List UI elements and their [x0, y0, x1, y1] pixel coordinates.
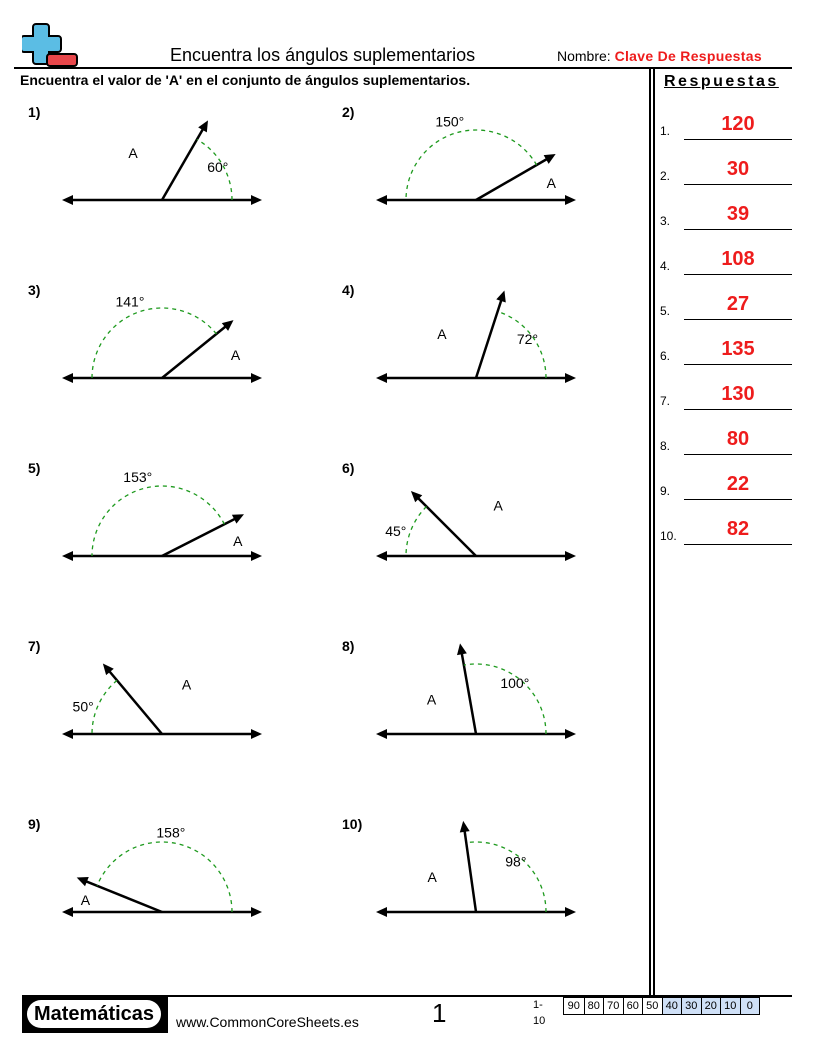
problem-number: 5) [28, 460, 41, 476]
ray [82, 880, 162, 912]
arrowhead-icon [376, 373, 387, 383]
problem-2 [342, 104, 642, 234]
answer-row [660, 505, 792, 545]
answer-number: 1. [660, 124, 671, 138]
answer-row [660, 460, 792, 500]
answer-line [684, 184, 792, 185]
answer-row [660, 145, 792, 185]
answer-number: 9. [660, 484, 671, 498]
problem-1 [28, 104, 328, 234]
answer-value: 39 [726, 203, 750, 225]
given-angle-label: 72° [516, 331, 539, 348]
column-divider [649, 68, 651, 996]
problem-number: 8) [342, 638, 355, 654]
answer-number: 5. [660, 304, 671, 318]
problem-9 [28, 816, 328, 946]
name-value: Clave De Respuestas [614, 48, 762, 64]
ray [476, 157, 550, 200]
answer-line [684, 319, 792, 320]
unknown-angle-label: A [230, 346, 241, 363]
given-angle-label: 60° [207, 159, 229, 175]
score-cell: 70 [603, 998, 623, 1014]
arrowhead-icon [62, 551, 73, 561]
arrowhead-icon [62, 195, 73, 205]
unknown-angle-label: A [546, 174, 557, 191]
unknown-angle-label: A [427, 868, 437, 885]
score-cell: 60 [623, 998, 643, 1014]
ray [415, 495, 476, 556]
given-angle-label: 50° [72, 698, 94, 715]
angle-arc [406, 507, 427, 556]
problem-number: 1) [28, 104, 41, 120]
score-cell: 50 [642, 998, 662, 1014]
problem-7 [28, 638, 328, 768]
angle-diagram [28, 282, 328, 412]
answer-line [684, 364, 792, 365]
arrowhead-icon [565, 551, 576, 561]
problem-4 [342, 282, 642, 412]
angle-diagram [342, 816, 642, 946]
answer-value: 82 [726, 518, 750, 540]
arrowhead-icon [251, 551, 262, 561]
answer-number: 3. [660, 214, 671, 228]
answer-row [660, 415, 792, 455]
answer-number: 8. [660, 439, 671, 453]
problem-8 [342, 638, 642, 768]
site-url: www.CommonCoreSheets.es [176, 1014, 359, 1030]
angle-arc [92, 308, 216, 378]
answer-row [660, 235, 792, 275]
angle-diagram [342, 638, 642, 768]
answer-number: 2. [660, 169, 671, 183]
answer-value: 80 [726, 428, 750, 450]
unknown-angle-label: A [493, 497, 503, 514]
answer-line [684, 409, 792, 410]
ray [162, 324, 229, 378]
angle-diagram [28, 104, 328, 234]
given-angle-label: 98° [505, 853, 527, 870]
unknown-angle-label: A [426, 691, 437, 708]
arrowhead-icon [376, 907, 387, 917]
angle-arc [97, 842, 232, 912]
arrowhead-icon [251, 907, 262, 917]
given-angle-label: 45° [385, 522, 407, 539]
answer-value: 108 [721, 248, 755, 270]
arrowhead-icon [565, 373, 576, 383]
arrowhead-icon [62, 729, 73, 739]
answer-line [684, 274, 792, 275]
problem-number: 6) [342, 460, 355, 476]
ray [162, 517, 239, 556]
brand-label: Matemáticas [27, 1000, 161, 1028]
problem-5 [28, 460, 328, 590]
page-number: 1 [432, 998, 447, 1028]
answer-number: 4. [660, 259, 671, 273]
angle-diagram [342, 282, 642, 412]
ray [162, 126, 205, 200]
column-divider [653, 68, 655, 996]
answer-row [660, 190, 792, 230]
arrowhead-icon [565, 907, 576, 917]
unknown-angle-label: A [128, 144, 138, 161]
worksheet-title: Encuentra los ángulos suplementarios [170, 45, 476, 65]
answer-row [660, 325, 792, 365]
arrowhead-icon [251, 729, 262, 739]
problem-10 [342, 816, 642, 946]
answer-number: 7. [660, 394, 671, 408]
answer-row [660, 280, 792, 320]
answer-number: 10. [660, 529, 677, 543]
problem-3 [28, 282, 328, 412]
ray [464, 827, 476, 912]
arrowhead-icon [565, 195, 576, 205]
ray [107, 668, 162, 734]
score-cell: 0 [740, 998, 760, 1014]
score-cell: 90 [567, 1000, 580, 1012]
ray [461, 649, 476, 734]
answer-number: 6. [660, 349, 671, 363]
angle-diagram [28, 638, 328, 768]
given-angle-label: 158° [156, 824, 186, 841]
name-label: Nombre: [557, 48, 611, 64]
angle-diagram [28, 816, 328, 946]
answer-value: 27 [726, 293, 750, 315]
problem-number: 2) [342, 104, 355, 120]
arrowhead-icon [376, 195, 387, 205]
arrowhead-icon [376, 729, 387, 739]
answer-row [660, 100, 792, 140]
unknown-angle-label: A [181, 676, 192, 693]
score-cell: 10 [720, 998, 740, 1014]
ray [476, 296, 503, 378]
problem-6 [342, 460, 642, 590]
problem-number: 9) [28, 816, 41, 832]
score-cell: 30 [681, 998, 701, 1014]
arrowhead-icon [565, 729, 576, 739]
given-angle-label: 100° [500, 674, 530, 691]
unknown-angle-label: A [437, 326, 447, 343]
answers-title: Respuestas [664, 73, 779, 90]
answer-value: 30 [726, 158, 750, 180]
problem-number: 4) [342, 282, 355, 298]
given-angle-label: 141° [115, 293, 145, 310]
score-range-label: 1-10 [533, 999, 546, 1027]
arrowhead-icon [496, 291, 506, 303]
problem-number: 3) [28, 282, 41, 298]
angle-arc [92, 486, 224, 556]
angle-diagram [28, 460, 328, 590]
angle-arc [466, 842, 546, 912]
score-table [563, 997, 760, 1015]
angle-diagram [342, 104, 642, 234]
angle-arc [92, 680, 117, 734]
answer-line [684, 499, 792, 500]
problem-number: 10) [342, 816, 363, 832]
given-angle-label: 150° [435, 113, 465, 130]
answer-value: 22 [726, 473, 750, 495]
angle-arc [406, 130, 537, 200]
score-cell: 80 [584, 998, 604, 1014]
answer-line [684, 454, 792, 455]
answer-line [684, 229, 792, 230]
answer-value: 130 [721, 383, 755, 405]
answer-line [684, 139, 792, 140]
problem-number: 7) [28, 638, 41, 654]
given-angle-label: 153° [123, 469, 153, 486]
header-divider [14, 67, 792, 69]
score-cell: 40 [662, 998, 682, 1014]
unknown-angle-label: A [80, 892, 91, 909]
answer-value: 120 [721, 113, 755, 135]
arrowhead-icon [62, 907, 73, 917]
answer-row [660, 370, 792, 410]
arrowhead-icon [457, 643, 467, 655]
logo-plus-minus-icon [22, 22, 80, 68]
arrowhead-icon [251, 373, 262, 383]
name-field [557, 48, 762, 64]
answer-line [684, 544, 792, 545]
arrowhead-icon [376, 551, 387, 561]
score-cell: 20 [701, 998, 721, 1014]
answer-value: 135 [721, 338, 755, 360]
unknown-angle-label: A [233, 532, 243, 549]
arrowhead-icon [460, 821, 470, 833]
arrowhead-icon [251, 195, 262, 205]
arrowhead-icon [62, 373, 73, 383]
instructions: Encuentra el valor de 'A' en el conjunto de ángulos suplementarios. [20, 72, 471, 88]
angle-diagram [342, 460, 642, 590]
